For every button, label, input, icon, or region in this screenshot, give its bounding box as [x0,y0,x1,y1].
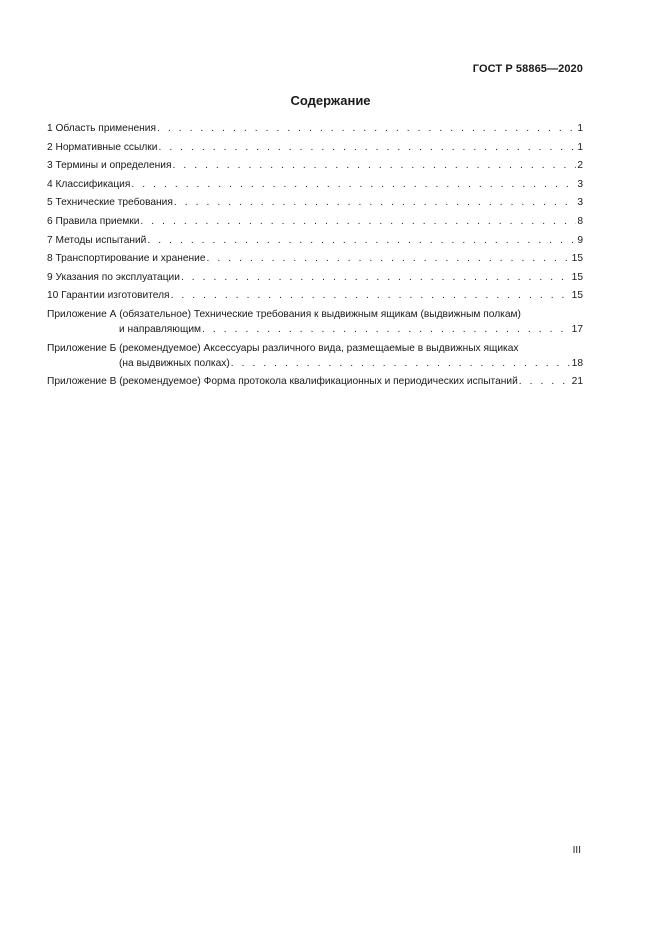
toc-entry-title: 9 Указания по эксплуатации [47,271,180,283]
toc-entry-page: 3 [577,197,583,209]
toc-appendix-c[interactable] [47,374,583,389]
toc-entry-page: 15 [571,253,583,265]
toc-entry-title: 6 Правила приемки [47,215,140,227]
leader-dots [207,251,571,266]
toc-appendix-b[interactable] [47,341,583,371]
toc-entry[interactable] [47,251,583,266]
toc-entry-page: 1 [577,123,583,134]
toc-appendix-title: Приложение Б (рекомендуемое) Аксессуары различного вида, размещаемые в выдвижных ящиках [47,342,519,354]
leader-dots [158,140,576,155]
toc-entry[interactable] [47,195,583,210]
toc-entry-page: 9 [577,234,583,246]
toc-entry-page: 3 [577,178,583,190]
toc-entry-page: 15 [571,271,583,283]
toc-entry-page: 1 [577,141,583,153]
leader-dots [171,288,571,303]
toc-entry-page: 15 [571,290,583,302]
toc-entry[interactable] [47,158,583,173]
leader-dots [140,214,576,229]
page-number: III [572,845,581,856]
toc-entry-page: 21 [571,376,583,388]
toc-entry-title: 4 Классификация [47,178,131,190]
leader-dots [519,374,571,389]
toc-entry-title: 1 Область применения [47,123,156,134]
toc-entry-page: 8 [577,215,583,227]
leader-dots [172,158,576,173]
toc-entry-page: 2 [577,160,583,172]
leader-dots [231,356,571,371]
leader-dots [181,270,571,285]
leader-dots [147,233,576,248]
toc-entry[interactable] [47,270,583,285]
toc-entry[interactable] [47,140,583,155]
toc-entry-title: 2 Нормативные ссылки [47,141,158,153]
table-of-contents [47,121,583,393]
toc-appendix-title: Приложение В (рекомендуемое) Форма протокола квалификационных и периодических испытаний [47,376,518,388]
document-code: ГОСТ Р 58865—2020 [472,63,583,75]
toc-title: Содержание [290,93,371,108]
toc-entry-title: 5 Технические требования [47,197,173,209]
leader-dots [202,322,571,337]
toc-appendix-title: Приложение А (обязательное) Технические требования к выдвижным ящикам (выдвижным полкам) [47,308,521,320]
toc-entry-title: 7 Методы испытаний [47,234,147,246]
toc-entry[interactable] [47,214,583,229]
toc-appendix-title-cont: (на выдвижных полках) [119,357,230,369]
toc-entry-title: 3 Термины и определения [47,160,172,172]
toc-appendix-a[interactable] [47,307,583,337]
toc-entry[interactable] [47,233,583,248]
toc-entry-title: 8 Транспортирование и хранение [47,253,206,265]
leader-dots [174,195,576,210]
leader-dots [157,121,576,136]
toc-entry[interactable] [47,177,583,192]
toc-entry-page: 18 [571,357,583,369]
toc-entry-page: 17 [571,323,583,335]
toc-appendix-title-cont: и направляющим [119,323,202,335]
toc-entry-title: 10 Гарантии изготовителя [47,290,170,302]
toc-entry[interactable] [47,121,583,136]
leader-dots [131,177,576,192]
toc-entry[interactable] [47,288,583,303]
